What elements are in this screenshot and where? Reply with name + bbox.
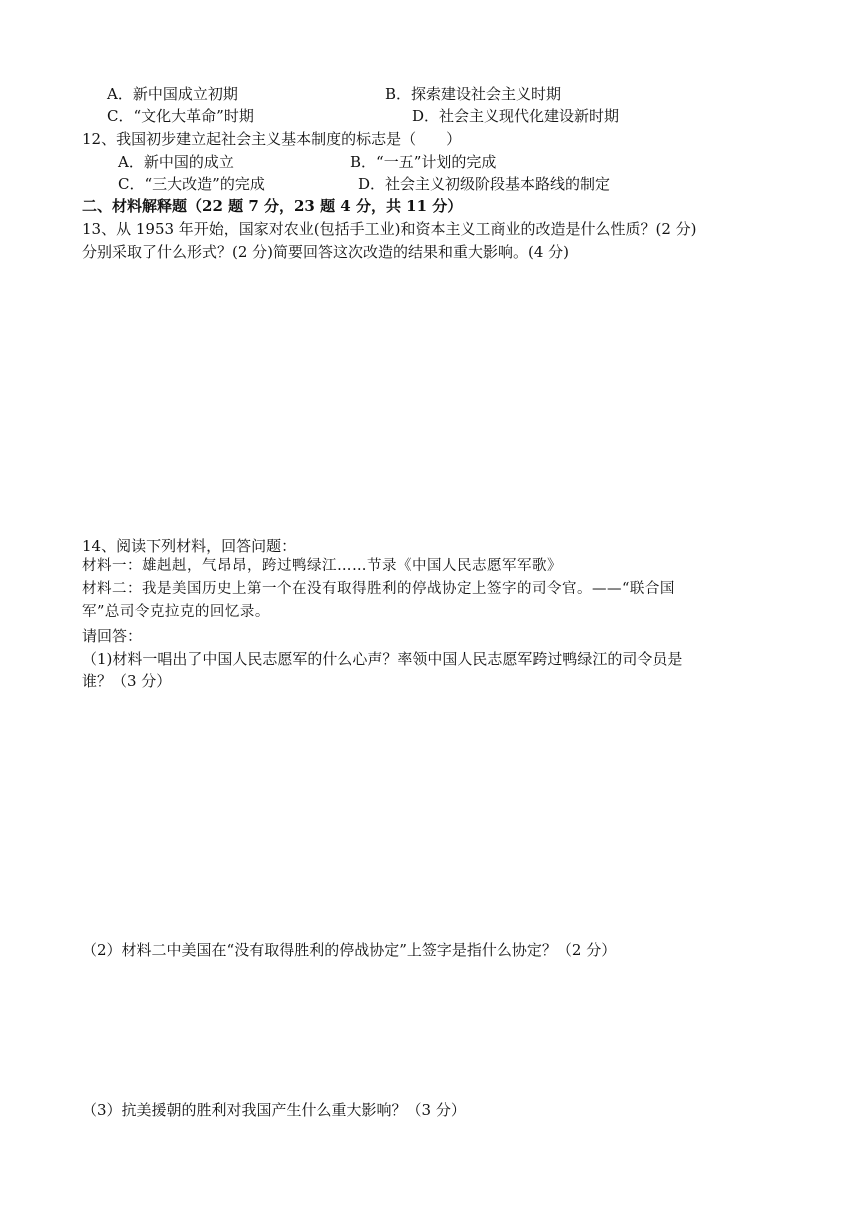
q14-prompt: 请回答： <box>82 627 143 645</box>
q14-material2-line1: 材料二：我是美国历史上第一个在没有取得胜利的停战协定上签字的司令官。——“联合国 <box>82 581 675 597</box>
q14-sub3: （3）抗美援朝的胜利对我国产生什么重大影响？（3 分） <box>82 1101 466 1119</box>
q14-sub2: （2）材料二中美国在“没有取得胜利的停战协定”上签字是指什么协定？（2 分） <box>82 941 617 959</box>
q12-stem: 12、我国初步建立起社会主义基本制度的标志是（ ） <box>82 130 462 148</box>
q11-option-c: C．“文化大革命”时期 <box>107 107 254 125</box>
q14-stem: 14、阅读下列材料，回答问题： <box>82 537 297 555</box>
q14-sub1-line2: 谁？（3 分） <box>82 672 172 690</box>
q14-material2-line2: 军”总司令克拉克的回忆录。 <box>82 604 270 620</box>
section-heading: 二、材料解释题（22 题 7 分，23 题 4 分，共 11 分） <box>82 197 463 215</box>
q13-line2: 分别采取了什么形式？(2 分)简要回答这次改造的结果和重大影响。(4 分) <box>82 243 570 261</box>
q12-option-b: B．“一五”计划的完成 <box>350 153 497 171</box>
q13-line1: 13、从 1953 年开始，国家对农业(包括手工业)和资本主义工商业的改造是什么性质？(2 分) <box>82 220 697 238</box>
q11-option-d: D．社会主义现代化建设新时期 <box>412 107 620 125</box>
q12-option-d: D．社会主义初级阶段基本路线的制定 <box>358 175 611 193</box>
q14-material1: 材料一：雄赳赳，气昂昂，跨过鸭绿江……节录《中国人民志愿军军歌》 <box>82 558 562 574</box>
q11-option-b: B．探索建设社会主义时期 <box>385 85 562 103</box>
q12-option-c: C．“三大改造”的完成 <box>118 175 265 193</box>
q12-option-a: A．新中国的成立 <box>118 153 234 171</box>
q14-sub1-line1: （1)材料一唱出了中国人民志愿军的什么心声？率领中国人民志愿军跨过鸭绿江的司令员是 <box>82 650 683 668</box>
q11-option-a: A．新中国成立初期 <box>107 85 238 103</box>
